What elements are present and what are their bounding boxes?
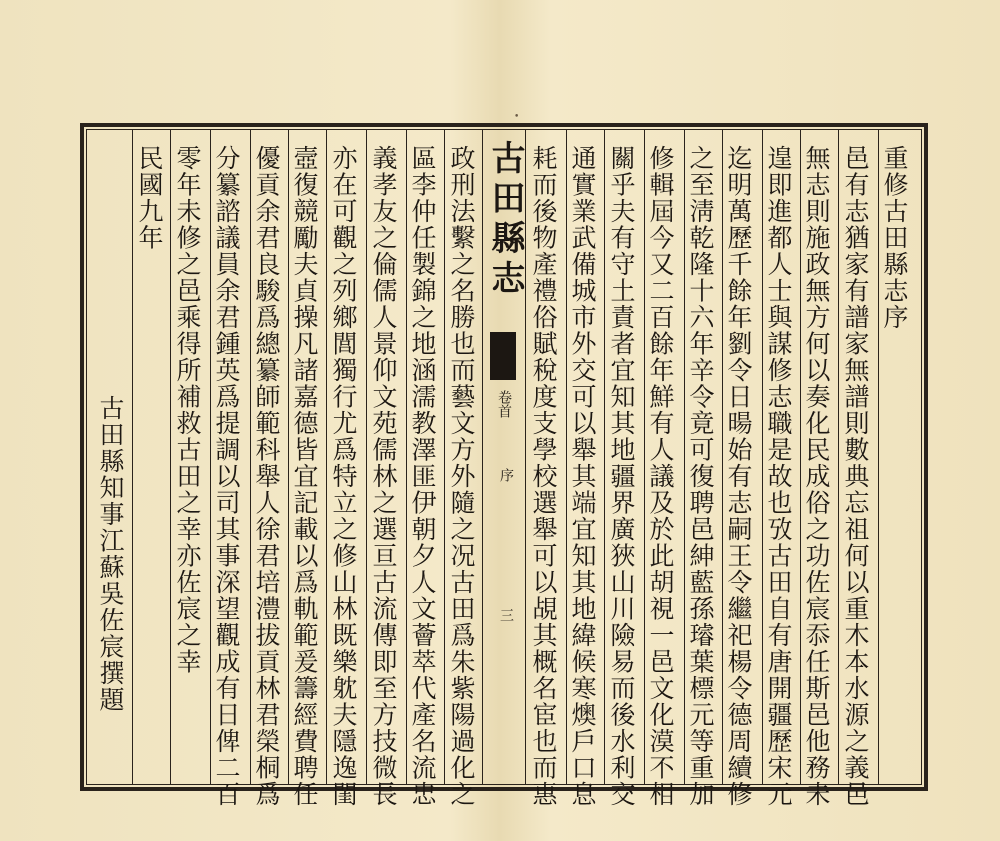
text-column: 政刑法繫之名勝也而藝文方外隨之况古田爲朱紫陽過化之 [447, 145, 476, 808]
column-rule [800, 129, 801, 785]
column-rule [288, 129, 289, 785]
text-column: 區李仲任製錦之地涵濡教澤匪伊朝夕人文薈萃代產名流忠 [408, 145, 437, 808]
text-column: 迄明萬歷千餘年劉令日暘始有志嗣王令繼祀楊令德周續修 [724, 145, 753, 808]
text-column: 無志則施政無方何以奏化民成俗之功佐宸忝任斯邑他務未 [802, 145, 831, 808]
text-column: 通實業武備城市外交可以舉其端宜知其地緯候寒燠戶口息 [568, 145, 597, 808]
text-column: 壼復競勵夫貞操凡諸嘉德皆宜記載以爲軌範爰籌經費聘任 [290, 145, 319, 808]
column-rule [762, 129, 763, 785]
fishtail-mark [490, 332, 516, 380]
column-rule [132, 129, 133, 785]
text-column: 耗而後物產禮俗賦稅度支學校選舉可以覘其概名宦也而惠 [529, 145, 558, 808]
column-rule [210, 129, 211, 785]
text-column: 亦在可觀之列鄉閭獨行尤爲特立之修山林既樂躭夫隱逸閨 [329, 145, 358, 808]
signature-line: 古田縣知事江蘇吳佐宸撰題 [96, 395, 125, 713]
section-label: 序 [498, 468, 514, 482]
column-rule [722, 129, 723, 785]
column-rule [250, 129, 251, 785]
column-rule [878, 129, 879, 785]
text-column: 義孝友之倫儒人景仰文苑儒林之選亘古流傳即至方技微長 [369, 145, 398, 808]
book-title: 古田縣志 [485, 140, 525, 300]
page-mark: • [514, 112, 520, 122]
date-line: 民國九年 [135, 145, 164, 251]
text-column: 邑有志猶家有譜家無譜則數典忘祖何以重木本水源之義邑 [841, 145, 870, 808]
text-column: 優貢余君良駿爲總纂師範科舉人徐君培澧拔貢林君榮桐爲 [252, 145, 281, 808]
column-rule [444, 129, 445, 785]
column-rule [170, 129, 171, 785]
column-rule [838, 129, 839, 785]
column-rule [406, 129, 407, 785]
column-rule [566, 129, 567, 785]
column-rule [326, 129, 327, 785]
text-column: 遑即進都人士與謀修志職是故也攷古田自有唐開疆歷宋元 [764, 145, 793, 808]
text-column: 關乎夫有守土責者宜知其地疆界廣狹山川險易而後水利交 [607, 145, 636, 808]
text-column: 分纂諮議員余君鍾英爲提調以司其事深望觀成有日俾二百 [212, 145, 241, 808]
column-rule [644, 129, 645, 785]
text-column: 之至淸乾隆十六年辛令竟可復聘邑紳藍孫璿葉標元等重加 [686, 145, 715, 808]
page-number: 三 [498, 608, 514, 622]
text-column: 零年未修之邑乘得所補救古田之幸亦佐宸之幸 [173, 145, 202, 675]
text-column: 修輯屆今又二百餘年鮮有人議及於此胡視一邑文化漠不相 [646, 145, 675, 808]
column-rule [604, 129, 605, 785]
volume-label: 卷首 [496, 390, 512, 418]
preface-title: 重修古田縣志序 [880, 145, 909, 331]
column-rule [684, 129, 685, 785]
column-rule [366, 129, 367, 785]
